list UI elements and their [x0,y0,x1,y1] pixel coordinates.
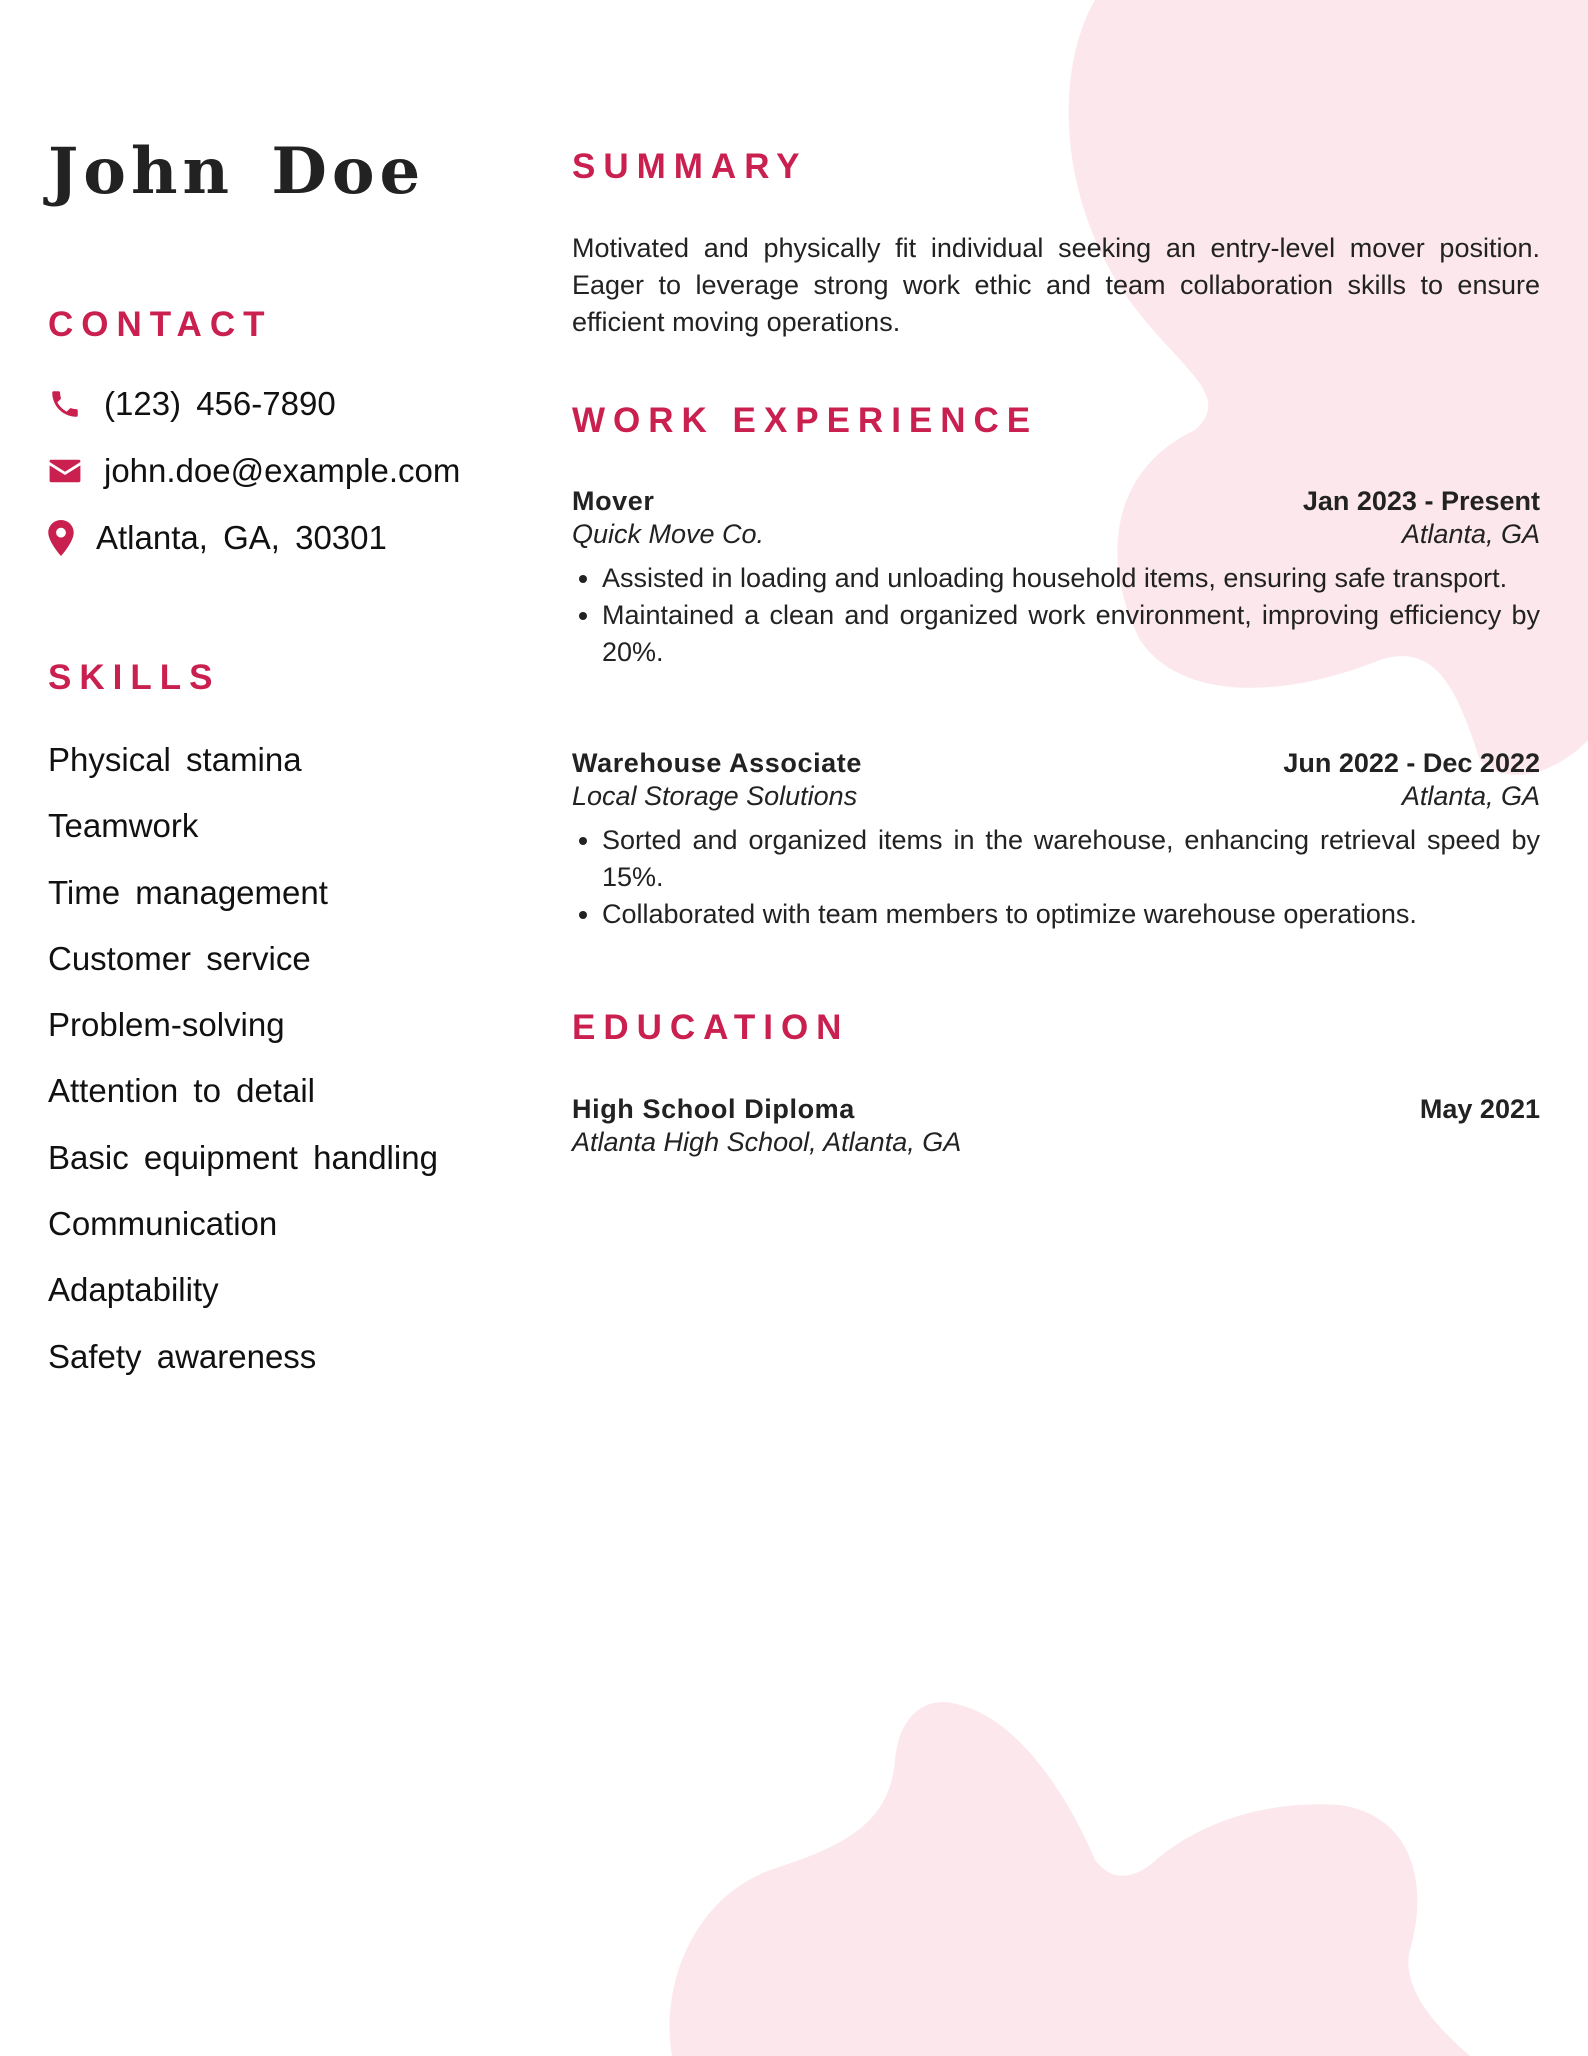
map-pin-icon [48,520,96,556]
job-title: Warehouse Associate [572,748,862,778]
degree-title: High School Diploma [572,1094,855,1124]
job-location: Atlanta, GA [1401,781,1540,811]
skill-item: Teamwork [48,807,199,845]
job-bullet: • Assisted in loading and unloading household items, ensuring safe transport. [602,560,1540,597]
phone-text: (123) 456-7890 [104,385,336,422]
phone-icon [48,387,104,421]
job-bullet: • Collaborated with team members to optimize warehouse operations. [602,896,1540,933]
skill-item: Communication [48,1205,278,1243]
job-entry [572,486,1540,671]
job-bullet: • Maintained a clean and organized work environment, improving efficiency by 20%. [602,597,1540,671]
degree-date: May 2021 [1419,1094,1540,1124]
skill-item: Attention to detail [48,1072,316,1110]
job-title: Mover [572,486,655,516]
candidate-name: John Doe [48,134,426,209]
email-text: john.doe@example.com [104,452,461,489]
education-heading: EDUCATION [572,1008,850,1047]
job-company: Quick Move Co. [572,519,765,549]
job-bullet: • Sorted and organized items in the warehouse, enhancing retrieval speed by 15%. [602,822,1540,896]
skill-item: Adaptability [48,1271,219,1309]
summary-section [572,230,1540,341]
envelope-icon [48,457,104,485]
job-dates: Jan 2023 - Present [1302,486,1540,516]
summary-heading: SUMMARY [572,147,808,186]
work-heading: WORK EXPERIENCE [572,401,1039,440]
job-dates: Jun 2022 - Dec 2022 [1283,748,1540,778]
skill-item: Customer service [48,939,311,977]
contact-email[interactable] [48,452,460,490]
skill-item: Physical stamina [48,741,302,778]
summary-text: Motivated and physically fit individual seeking an entry-level mover position. Eager to leverage strong work ethic and team collaboration skills to ensure efficient moving operations. [572,233,1540,337]
skill-item: Basic equipment handling [48,1138,438,1176]
skills-list [48,734,438,1397]
skills-heading: SKILLS [48,658,221,697]
job-entry [572,748,1540,933]
skill-item: Problem-solving [48,1006,285,1044]
education-entry [572,1094,1540,1158]
job-location: Atlanta, GA [1401,519,1540,549]
job-company: Local Storage Solutions [572,781,858,811]
skill-item: Safety awareness [48,1337,317,1375]
contact-phone[interactable] [48,385,336,423]
school-name: Atlanta High School, Atlanta, GA [572,1127,962,1157]
contact-location [48,519,387,557]
job-bullets [572,822,1540,933]
skill-item: Time management [48,873,328,911]
job-bullets [572,560,1540,671]
location-text: Atlanta, GA, 30301 [96,519,387,556]
contact-heading: CONTACT [48,305,273,344]
